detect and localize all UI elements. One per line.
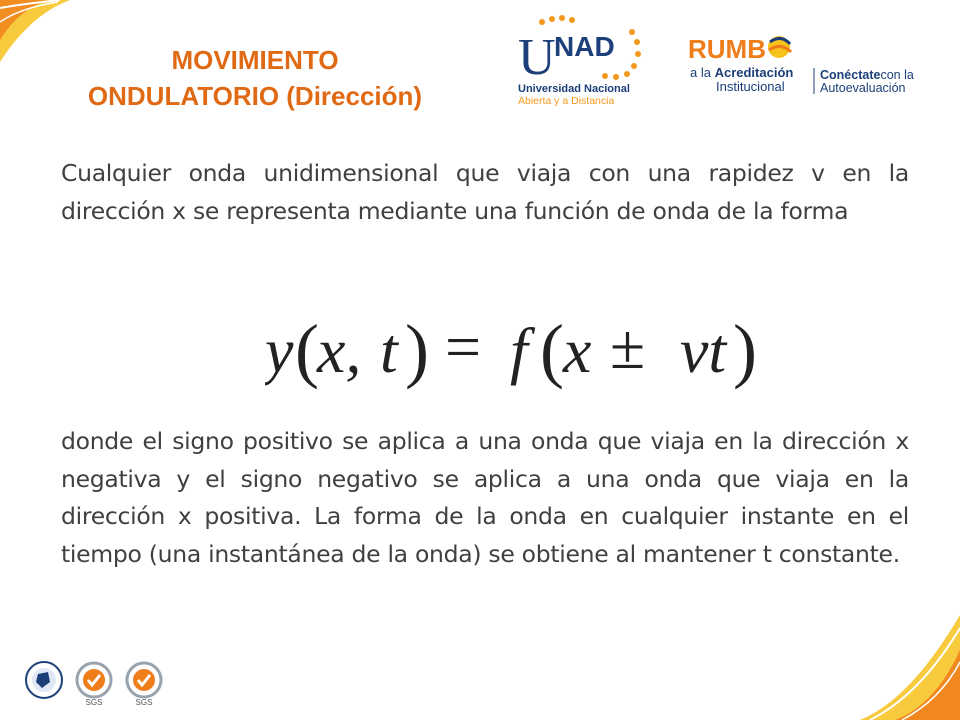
rumbo-tagline-line-2: Institucional (716, 79, 785, 94)
rumbo-globe-icon (768, 36, 791, 58)
certification-logos (22, 658, 172, 708)
sgs-label-1: SGS (85, 698, 103, 707)
rumbo-word: RUMB (688, 34, 766, 64)
slide-title (20, 42, 490, 114)
unad-name-line-1: Universidad Nacional (518, 83, 630, 95)
svg-text:±: ± (610, 311, 646, 382)
conectate-rest: con la (880, 68, 914, 82)
svg-text:x: x (563, 315, 592, 386)
svg-text:(: ( (540, 310, 564, 390)
autoevaluacion-text: Autoevaluación (820, 81, 906, 95)
conectate-line-1 (820, 68, 914, 82)
rumbo-tagline-bold: Acreditación (714, 65, 794, 80)
explanation-paragraph: donde el signo positivo se aplica a una onda que viaja en la dirección x negativa y el signo negativo se aplica a una onda que viaja en la dirección x positiva. La forma de la onda en cualquier instante en el tiempo (una instantánea de la onda) se obtiene al mantener t constante. (61, 427, 909, 568)
svg-text:f: f (510, 315, 528, 386)
slide-title-line-2: ONDULATORIO (Dirección) (87, 81, 423, 111)
colombia-seal-icon (26, 662, 62, 698)
svg-text:): ) (405, 310, 429, 390)
unad-name-line-2: Abierta y a Distancia (518, 95, 615, 107)
svg-text:vt: vt (680, 315, 727, 386)
sgs-label-2: SGS (135, 698, 153, 707)
rumbo-tagline-prefix: a la (690, 65, 715, 80)
slide-title-line-1: MOVIMIENTO (171, 45, 339, 75)
rumbo-tagline-line-1 (690, 65, 793, 80)
svg-text:t: t (380, 315, 398, 386)
sgs-certification-icon (77, 663, 111, 707)
svg-text:): ) (733, 310, 757, 390)
svg-text:x,: x, (317, 315, 362, 386)
unad-logo (512, 14, 662, 109)
svg-text:=: = (445, 311, 482, 382)
sgs-certification-icon-2 (127, 663, 161, 707)
conectate-bold: Conéctate (820, 68, 881, 82)
bottom-right-corner-decoration (840, 600, 960, 720)
svg-text:(: ( (295, 310, 319, 390)
intro-paragraph: Cualquier onda unidimensional que viaja con una rapidez v en la dirección x se representa mediante una función de onda de la forma (61, 159, 909, 225)
rumbo-acreditacion-logo (686, 30, 936, 100)
svg-text:y: y (265, 315, 294, 386)
wave-function-formula (265, 310, 765, 400)
unad-wordmark: NAD (554, 31, 615, 62)
unad-letter-u: U (518, 29, 556, 86)
